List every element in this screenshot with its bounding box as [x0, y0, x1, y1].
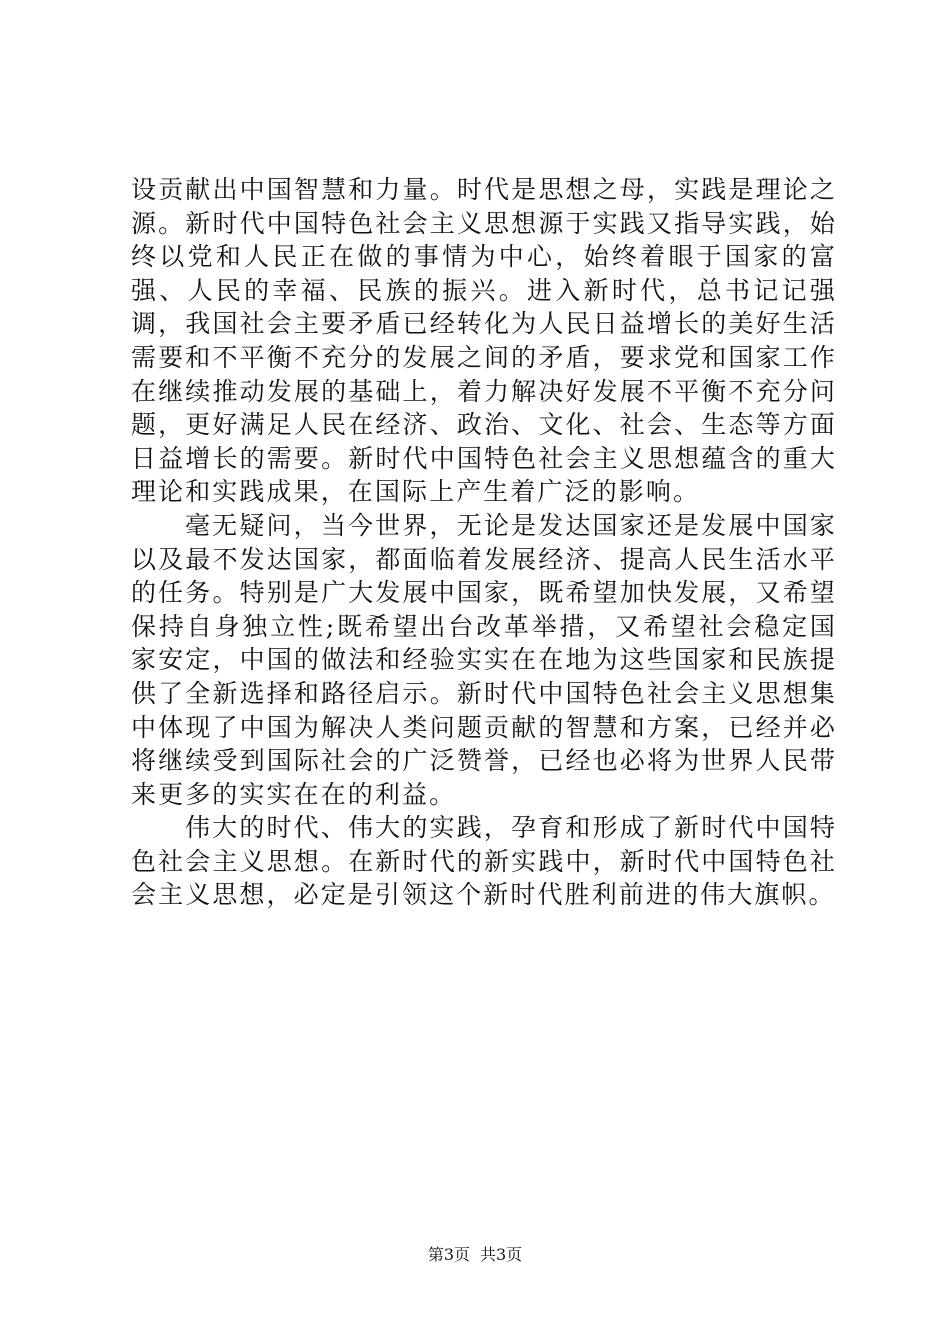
page-number: 第3页 [427, 1245, 470, 1264]
document-body [131, 173, 837, 912]
paragraph-conclusion: 伟大的时代、伟大的实践，孕育和形成了新时代中国特色社会主义思想。在新时代的新实践中，新时代中国特色社会主义思想，必定是引领这个新时代胜利前进的伟大旗帜。 [131, 813, 837, 910]
paragraph-continuation: 设贡献出中国智慧和力量。时代是思想之母，实践是理论之源。新时代中国特色社会主义思想源于实践又指导实践，始终以党和人民正在做的事情为中心，始终着眼于国家的富强、人民的幸福、民族的振兴。进入新时代，总书记记强调，我国社会主要矛盾已经转化为人民日益增长的美好生活需要和不平衡不充分的发展之间的矛盾，要求党和国家工作在继续推动发展的基础上，着力解决好发展不平衡不充分问题，更好满足人民在经济、政治、文化、社会、生态等方面日益增长的需要。新时代中国特色社会主义思想蕴含的重大理论和实践成果，在国际上产生着广泛的影响。 [131, 175, 837, 507]
page-footer [0, 1245, 950, 1265]
paragraph-world-development: 毫无疑问，当今世界，无论是发达国家还是发展中国家以及最不发达国家，都面临着发展经济、提高人民生活水平的任务。特别是广大发展中国家，既希望加快发展，又希望保持自身独立性;既希望出台改革举措，又希望社会稳定国家安定，中国的做法和经验实实在在地为这些国家和民族提供了全新选择和路径启示。新时代中国特色社会主义思想集中体现了中国为解决人类问题贡献的智慧和方案，已经并必将继续受到国际社会的广泛赞誉，已经也必将为世界人民带来更多的实实在在的利益。 [131, 510, 837, 809]
page-total: 共3页 [480, 1245, 523, 1264]
